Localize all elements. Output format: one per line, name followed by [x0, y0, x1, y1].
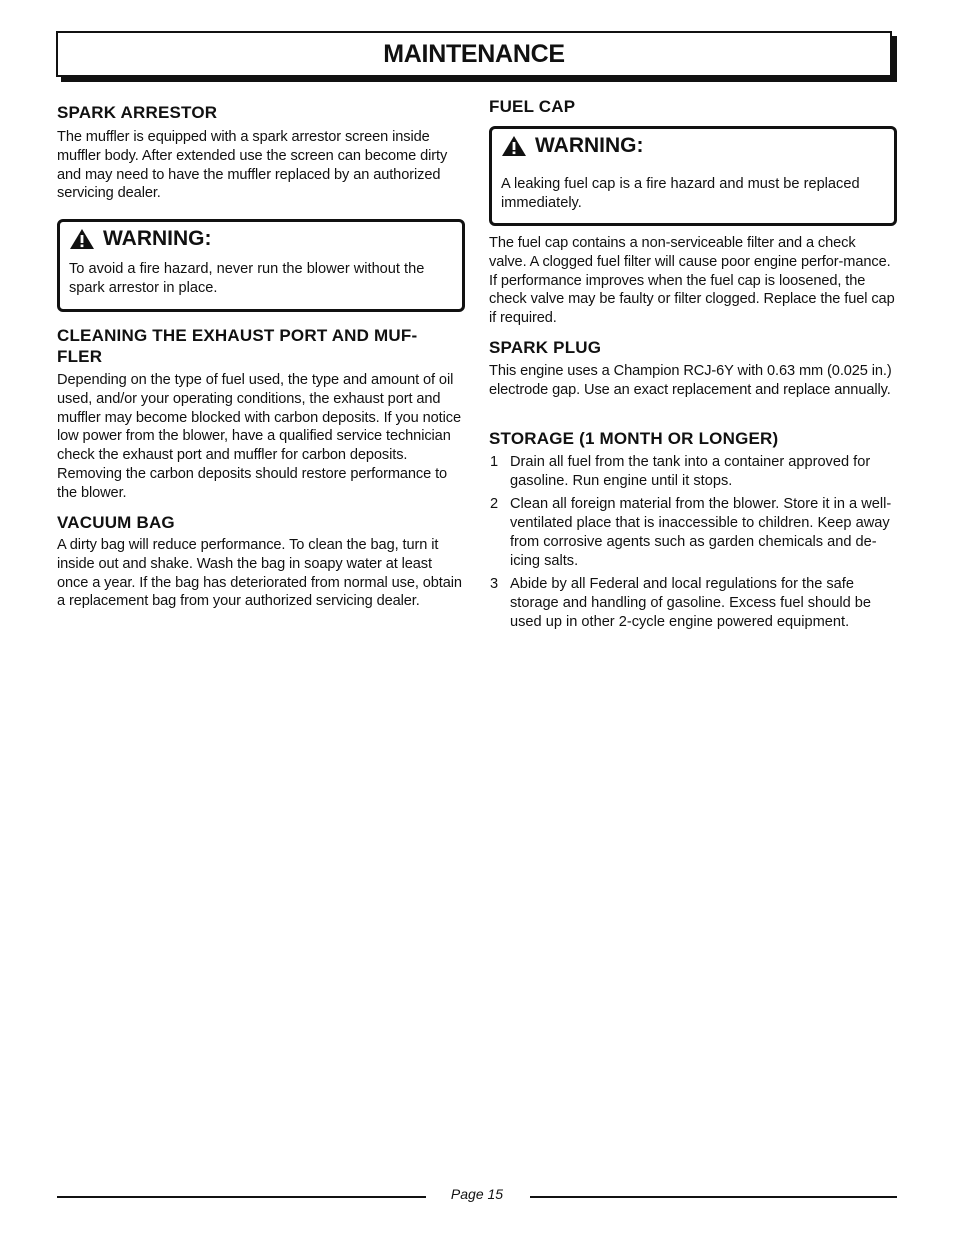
- cleaning-heading: CLEANING THE EXHAUST PORT AND MUF-FLER: [57, 326, 418, 366]
- page-title-box: [56, 31, 892, 77]
- list-item: 1 Drain all fuel from the tank into a container approved for gasoline. Run engine until it stops.: [490, 454, 871, 489]
- warning-box-spark-arrestor: [57, 219, 465, 312]
- vacuum-bag-text: A dirty bag will reduce performance. To clean the bag, turn it inside out and shake. Wash the bag in soapy water at least once a year. If the bag has deteriorated from normal use, obtain a replacement bag from your authorized servicing dealer.: [57, 537, 462, 610]
- cleaning-text: Depending on the type of fuel used, the type and amount of oil used, and/or your operating conditions, the exhaust port and muffler may become blocked with carbon deposits. If you notice low power from the blower, have a qualified service technician check the exhaust port and muffler for carbon deposits. Removing the carbon deposits should restore performance to the blower.: [57, 372, 461, 501]
- spark-plug-heading: SPARK PLUG: [489, 338, 602, 357]
- spark-arrestor-text: The muffler is equipped with a spark arrestor screen inside muffler body. After extended use the screen can become dirty and may need to have the muffler replaced by an authorized servicing dealer.: [57, 129, 448, 202]
- warning-label: WARNING:: [535, 134, 644, 157]
- warning-text: To avoid a fire hazard, never run the blower without the spark arrestor in place.: [69, 261, 425, 296]
- spark-arrestor-heading: SPARK ARRESTOR: [57, 103, 218, 122]
- fuel-cap-heading: FUEL CAP: [489, 97, 576, 116]
- storage-steps-list: [489, 453, 897, 636]
- warning-triangle-icon: [501, 135, 527, 157]
- page-number: Page 15: [450, 1186, 504, 1202]
- vacuum-bag-heading: VACUUM BAG: [57, 513, 175, 532]
- page-title: MAINTENANCE: [383, 39, 565, 68]
- warning-label: WARNING:: [103, 227, 212, 250]
- spark-plug-text: This engine uses a Champion RCJ-6Y with 0.63 mm (0.025 in.) electrode gap. Use an exact replacement and replace annually.: [489, 363, 892, 398]
- storage-heading: STORAGE (1 MONTH OR LONGER): [489, 429, 779, 448]
- warning-triangle-icon: [69, 228, 95, 250]
- footer-rule-right: [530, 1196, 897, 1198]
- list-item: 2 Clean all foreign material from the blower. Store it in a well-ventilated place that is inaccessible to children. Keep away from corrosive agents such as garden chemicals and de-icing salts.: [490, 496, 892, 569]
- fuel-cap-text: The fuel cap contains a non-serviceable filter and a check valve. A clogged fuel filter will cause poor engine perfor-mance. If performance improves when the fuel cap is loosened, the check valve may be faulty or filter clogged. Replace the fuel cap if required.: [489, 235, 895, 327]
- warning-text: A leaking fuel cap is a fire hazard and must be replaced immediately.: [501, 176, 860, 211]
- footer-rule-left: [57, 1196, 426, 1198]
- warning-box-fuel-cap: [489, 126, 897, 226]
- list-item: 3 Abide by all Federal and local regulations for the safe storage and handling of gasoline. Excess fuel should be used up in other 2-cycle engine powered equipment.: [490, 576, 872, 630]
